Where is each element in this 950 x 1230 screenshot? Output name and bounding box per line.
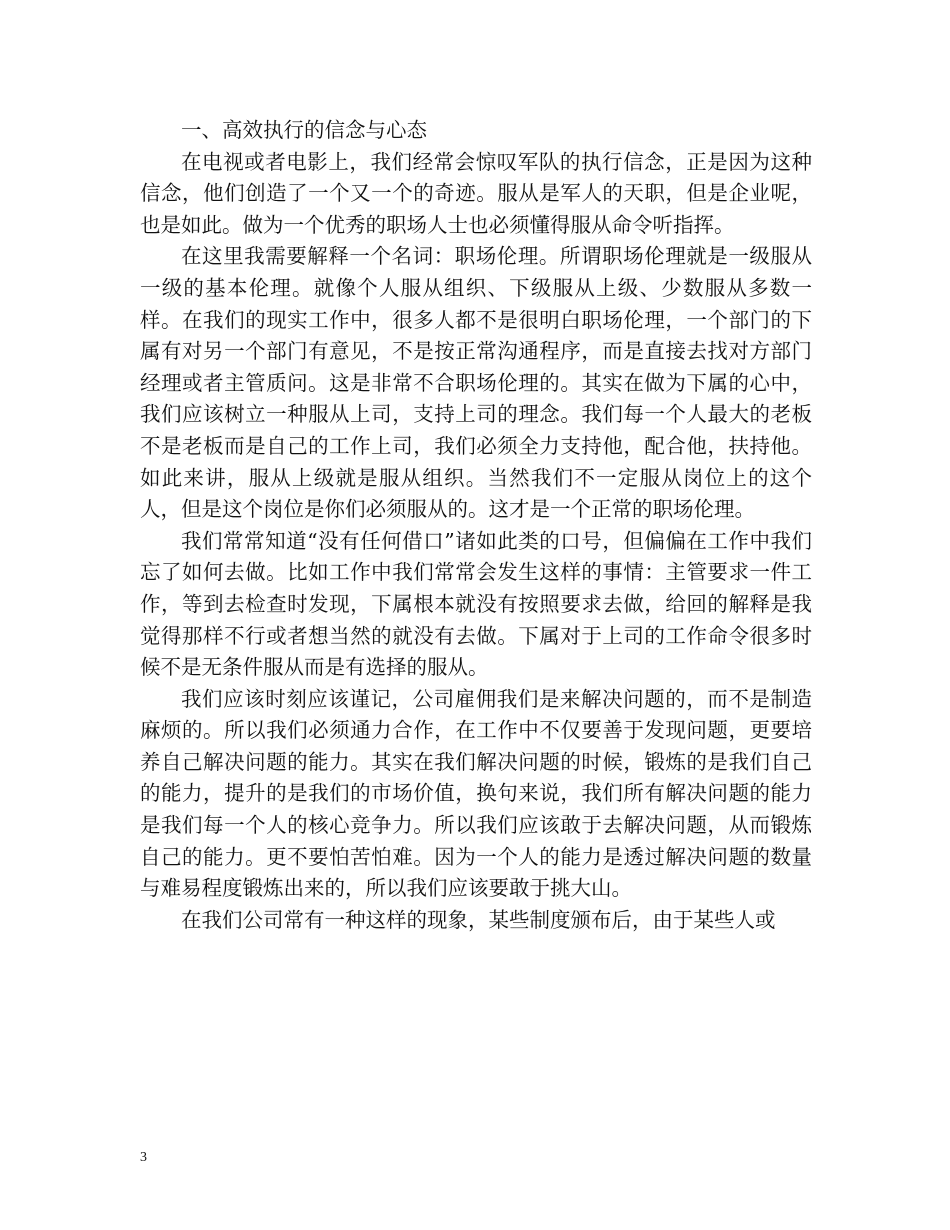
paragraph-3: 我们常常知道“没有任何借口”诸如此类的口号，但偏偏在工作中我们忘了如何去做。比如工作中我们常常会发生这样的事情：主管要求一件工作，等到去检查时发现，下属根本就没有按照要求去做，给回的解释是我觉得那样不行或者想当然的就没有去做。下属对于上司的工作命令很多时候不是无条件服从而是有选择的服从。	[140, 528, 812, 680]
section-heading: 一、高效执行的信念与心态	[181, 118, 427, 142]
paragraph-4: 我们应该时刻应该谨记，公司雇佣我们是来解决问题的，而不是制造麻烦的。所以我们必须通力合作，在工作中不仅要善于发现问题，更要培养自己解决问题的能力。其实在我们解决问题的时候，锻炼的是我们自己的能力，提升的是我们的市场价值，换句来说，我们所有解决问题的能力是我们每一个人的核心竞争力。所以我们应该敢于去解决问题，从而锻炼自己的能力。更不要怕苦怕难。因为一个人的能力是透过解决问题的数量与难易程度锻炼出来的，所以我们应该要敢于挑大山。	[140, 686, 812, 901]
paragraph-2: 在这里我需要解释一个名词：职场伦理。所谓职场伦理就是一级服从一级的基本伦理。就像个人服从组织、下级服从上级、少数服从多数一样。在我们的现实工作中，很多人都不是很明白职场伦理，一个部门的下属有对另一个部门有意见，不是按正常沟通程序，而是直接去找对方部门经理或者主管质问。这是非常不合职场伦理的。其实在做为下属的心中，我们应该树立一种服从上司，支持上司的理念。我们每一个人最大的老板不是老板而是自己的工作上司，我们必须全力支持他，配合他，扶持他。如此来讲，服从上级就是服从组织。当然我们不一定服从岗位上的这个人，但是这个岗位是你们必须服从的。这才是一个正常的职场伦理。	[140, 244, 812, 522]
paragraph-1: 在电视或者电影上，我们经常会惊叹军队的执行信念，正是因为这种信念，他们创造了一个又一个的奇迹。服从是军人的天职，但是企业呢，也是如此。做为一个优秀的职场人士也必须懂得服从命令听指挥。	[140, 149, 812, 237]
page-number: 3	[140, 1150, 147, 1165]
paragraph-5: 在我们公司常有一种这样的现象，某些制度颁布后，由于某些人或	[181, 907, 776, 932]
document-body	[140, 115, 812, 936]
